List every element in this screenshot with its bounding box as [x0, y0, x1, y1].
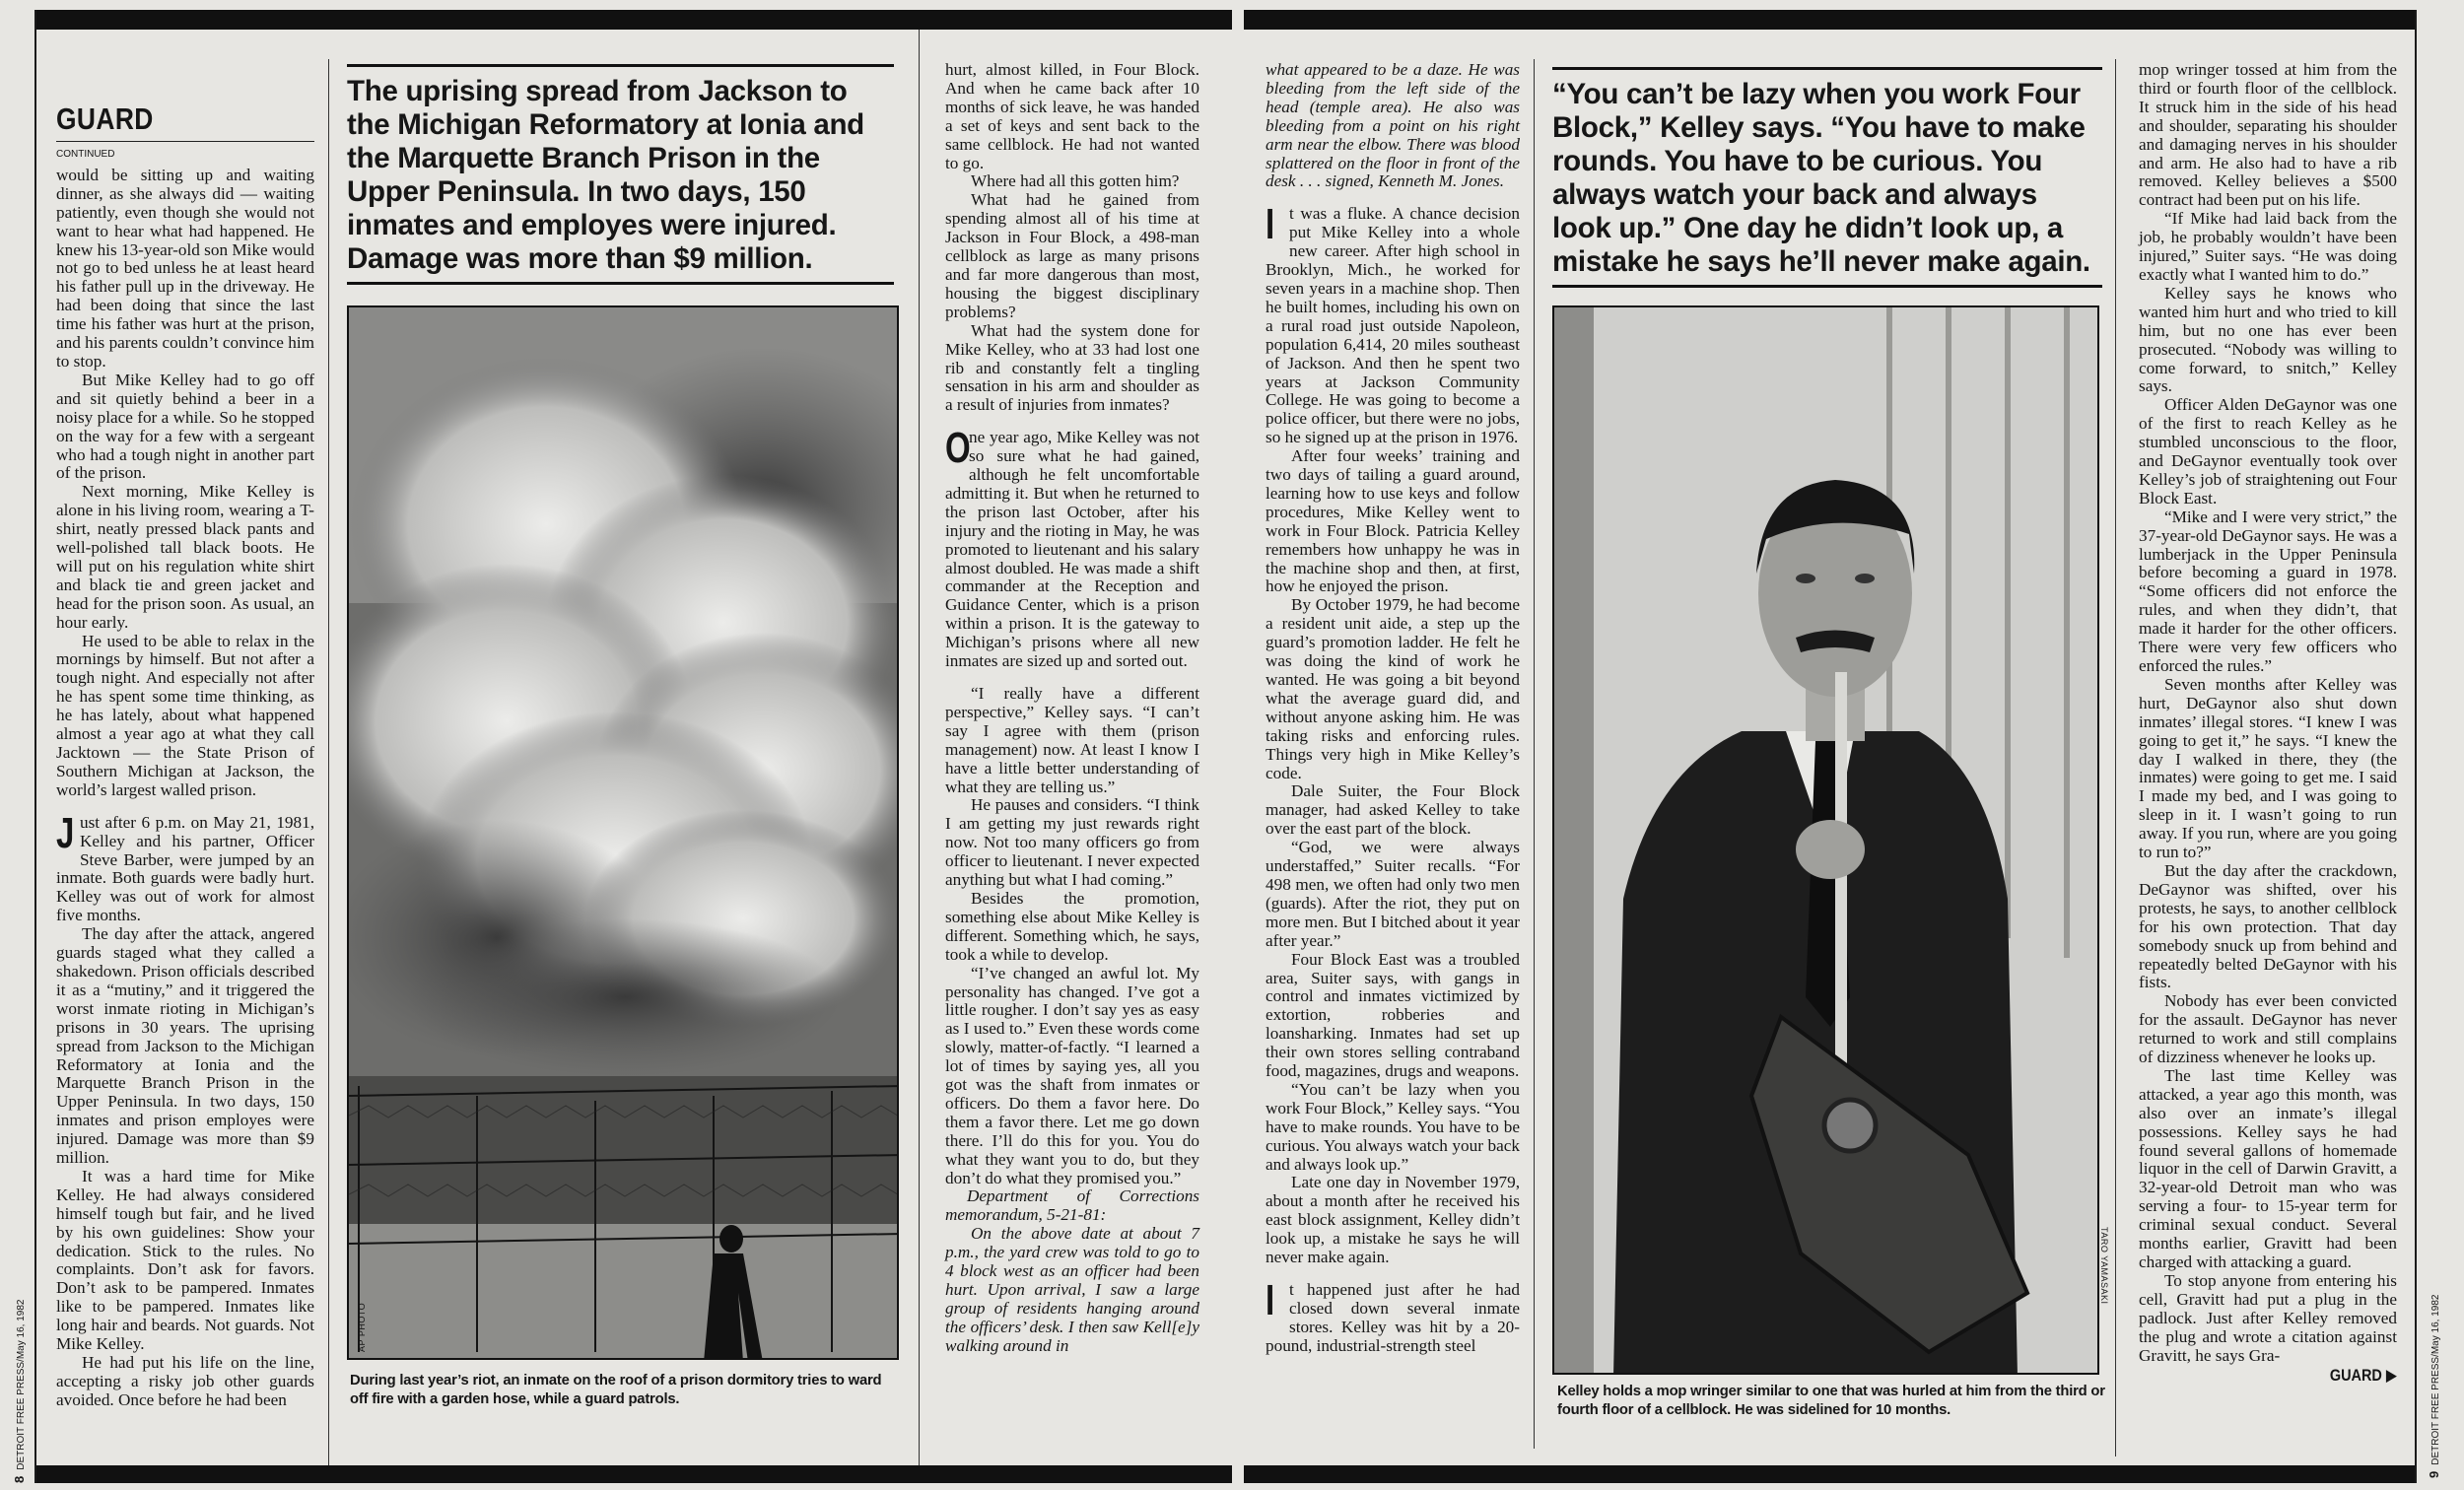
- paragraph-text: He used to be able to relax in the mornings by himself. But not after a tough night. And especially not after he has spent some time thinking, as he has lately, about what happened almost a year ago at what they call Jacktown — the State Prison of Southern Michigan at Jackson, the world’s largest walled prison.: [56, 631, 314, 799]
- article-paragraph: [1266, 1174, 1520, 1267]
- article-paragraph: [945, 1225, 1199, 1355]
- article-paragraph: [56, 372, 314, 483]
- article-paragraph: [1266, 447, 1520, 596]
- article-paragraph: [1266, 61, 1520, 191]
- article-paragraph: [1266, 782, 1520, 839]
- paragraph-text: Where had all this gotten him?: [971, 171, 1180, 191]
- paragraph-text: “You can’t be lazy when you work Four Block,” Kelley says. “You have to make rounds. You have to be curious. You always watch your back and always look up.”: [1266, 1079, 1520, 1174]
- bottom-black-bar: [36, 1465, 1232, 1483]
- article-paragraph: [56, 808, 314, 925]
- article-paragraph: [2139, 1067, 2397, 1272]
- drop-cap: I: [1266, 200, 1275, 249]
- column-rule: [1534, 59, 1535, 1449]
- page8-column-3: [945, 61, 1199, 1356]
- article-paragraph: [56, 925, 314, 1168]
- article-paragraph: [945, 965, 1199, 1188]
- article-paragraph: [945, 172, 1199, 191]
- article-paragraph: [56, 633, 314, 800]
- page-number: 9: [2427, 1470, 2441, 1478]
- paragraph-text: Next morning, Mike Kelley is alone in his living room, wearing a T-shirt, neatly pressed black pants and well-polished tall black boots. He will put on his regulation white shirt and black tie and green jacket and head for the prison soon. As usual, an hour early.: [56, 482, 314, 632]
- article-paragraph: [1266, 1081, 1520, 1175]
- page9-column-1: [1266, 61, 1520, 1356]
- article-paragraph: [1266, 1276, 1520, 1356]
- top-black-bar: [36, 10, 1232, 30]
- page9-column-3: [2139, 61, 2397, 1386]
- page-number: 8: [12, 1475, 27, 1483]
- paragraph-text: t happened just after he had closed down several inmate stores. Kelley was hit by a 20-pound, industrial-strength steel: [1266, 1280, 1520, 1355]
- column-rule: [328, 59, 329, 1473]
- photo-credit: TARO YAMASAKI: [2099, 1227, 2109, 1305]
- pull-quote: “You can’t be lazy when you work Four Block,” Kelley says. “You have to make rounds. You have to be curious. You always watch your back and always look up.” One day he didn’t look up, a mistake he says he’ll never make again.: [1552, 67, 2102, 288]
- page-9: [1244, 10, 2417, 1483]
- paragraph-text: “I’ve changed an awful lot. My personality has changed. I’ve got a little rougher. I don’t say yes as easy as I used to.” Even these words come slowly, matter-of-factly. “I learned a lot of times by saying yes, all you got was the shaft from inmates or officers. Do them a favor here. Do them a favor there. Let me go down there. I’ll do this for you. You do what they want you to do, but they don’t do what they promised you.”: [945, 963, 1199, 1187]
- pull-quote: The uprising spread from Jackson to the Michigan Reformatory at Ionia and the Marquette Branch Prison in the Upper Peninsula. In two days, 150 inmates and employes were injured. Damage was more than $9 million.: [347, 64, 894, 285]
- article-paragraph: [1266, 596, 1520, 782]
- column-rule: [919, 30, 920, 1470]
- article-paragraph: [2139, 676, 2397, 862]
- photo-caption: During last year’s riot, an inmate on the roof of a prison dormitory tries to ward off fire with a garden hose, while a guard patrols.: [350, 1373, 882, 1407]
- article-paragraph: [945, 890, 1199, 965]
- article-paragraph: [2139, 1272, 2397, 1366]
- article-paragraph: [945, 322, 1199, 416]
- column-rule: [2115, 59, 2116, 1456]
- paragraph-text: t was a fluke. A chance decision put Mike Kelley into a whole new career. After high school in Brooklyn, Mich., he worked for seven years in a machine shop. Then he built homes, including his own on a rural road just outside Napoleon, population 6,414, 20 miles southeast of Jackson. And then he spent two years at Jackson Community College. He was going to become a police officer, but there were no jobs, so he signed up at the prison in 1976.: [1266, 204, 1520, 447]
- paragraph-text: On the above date at about 7 p.m., the yard crew was told to go to 4 block west as an officer had been hurt. Upon arrival, I saw a large group of residents hanging around the officers’ desk. I then saw Kell[e]y walking around in: [945, 1224, 1199, 1355]
- article-paragraph: [2139, 862, 2397, 992]
- kelley-portrait-image: [1554, 307, 2099, 1375]
- paragraph-text: What had he gained from spending almost all of his time at Jackson in Four Block, a 498-man cellblock as large as many prisons and far more dangerous than most, housing the biggest disciplinary problems?: [945, 190, 1199, 321]
- page-8: [34, 10, 1232, 1483]
- article-paragraph: [56, 1168, 314, 1354]
- paragraph-text: But Mike Kelley had to go off and sit quietly behind a beer in a noisy place for a while. So he stopped on the way for a few with a sergeant who had a tough night in another part of the prison.: [56, 370, 314, 483]
- paragraph-text: what appeared to be a daze. He was bleeding from the left side of the head (temple area). He also was bleeding from a point on his right arm near the elbow. There was blood splattered on the floor in front of the desk . . . signed, Kenneth M. Jones.: [1266, 60, 1520, 191]
- riot-photo-image: [349, 307, 899, 1360]
- continued-label: CONTINUED: [56, 141, 314, 165]
- paragraph-text: Department of Corrections memorandum, 5-21-81:: [945, 1186, 1199, 1225]
- paragraph-text: After four weeks’ training and two days of tailing a guard around, learning how to use keys and follow procedures, Mike Kelley went to work in Four Block. Patricia Kelley remembers how unhappy he was in the machine shop and then, at first, how he enjoyed the prison.: [1266, 446, 1520, 596]
- article-paragraph: [1266, 839, 1520, 950]
- paragraph-text: Besides the promotion, something else about Mike Kelley is different. Something which, he says, took a while to develop.: [945, 888, 1199, 964]
- paragraph-text: To stop anyone from entering his cell, Gravitt had put a plug in the padlock. Just after Kelley removed the plug and wrote a citation against Gravitt, he says Gra-: [2139, 1270, 2397, 1365]
- top-black-bar: [1244, 10, 2415, 30]
- paragraph-text: But the day after the crackdown, DeGaynor was shifted, over his protests, he says, to another cellblock for his own protection. That day somebody snuck up from behind and repeatedly belted DeGaynor with his fists.: [2139, 860, 2397, 992]
- photo-credit: AP PHOTO: [357, 1302, 367, 1352]
- drop-cap: O: [945, 424, 971, 473]
- article-paragraph: [945, 796, 1199, 890]
- article-paragraph: [2139, 285, 2397, 396]
- page-folio-right: 9DETROIT FREE PRESS/May 16, 1982: [2427, 1294, 2441, 1478]
- paragraph-text: would be sitting up and waiting dinner, as she always did — waiting patiently, even though she would not want to hear what had happened. He knew his 13-year-old son Mike would not go to bed unless he at least heard his father pull up in the driveway. He had been doing that since the last time his father was hurt at the prison, and his parents couldn’t convince him to stop.: [56, 165, 314, 371]
- paragraph-text: mop wringer tossed at him from the third or fourth floor of the cellblock. It struck him in the side of his head and shoulder, separating his shoulder and damaging nerves in his shoulder and arm. He also had to have a rib removed. Kelley believes a $500 contract had been put on his life.: [2139, 60, 2397, 210]
- drop-cap: I: [1266, 1276, 1275, 1324]
- article-paragraph: [56, 167, 314, 372]
- drop-cap: J: [56, 808, 75, 857]
- bottom-black-bar: [1244, 1465, 2415, 1483]
- paragraph-text: “I really have a different perspective,” Kelley says. “I can’t say I agree with them (prison management) now. At least I know I have a little better understanding of what they are telling us.”: [945, 684, 1199, 796]
- paragraph-text: Dale Suiter, the Four Block manager, had asked Kelley to take over the east part of the block.: [1266, 781, 1520, 839]
- paragraph-text: It was a hard time for Mike Kelley. He had always considered himself tough but fair, and he lived by his own guidelines: Show your dedication. Stick to the rules. No complaints. Don’t ask for favors. Don’t ask to be pampered. Inmates like to be pampered. Inmates like long hair and beards. Not guards. Not Mike Kelley.: [56, 1166, 314, 1354]
- continued-jump[interactable]: [2177, 1367, 2397, 1386]
- article-paragraph: [945, 191, 1199, 321]
- article-paragraph: [945, 61, 1199, 172]
- paragraph-text: Nobody has ever been convicted for the assault. DeGaynor has never returned to work and still complains of dizziness whenever he looks up.: [2139, 991, 2397, 1067]
- paragraph-text: “Mike and I were very strict,” the 37-year-old DeGaynor says. He was a lumberjack in the Upper Peninsula before becoming a guard in 1978. “Some officers did not enforce the rules, and when they didn’t, that made it harder for the other officers. There were very few officers who enforced the rules.”: [2139, 507, 2397, 675]
- kelley-portrait-photo: [1552, 305, 2099, 1375]
- article-paragraph: [2139, 992, 2397, 1067]
- page8-column-1: [56, 103, 314, 1410]
- paragraph-text: “If Mike had laid back from the job, he probably wouldn’t have been injured,” Suiter says. “He was doing exactly what I wanted him to do.”: [2139, 209, 2397, 284]
- paragraph-text: hurt, almost killed, in Four Block. And when he came back after 10 months of sick leave, he was handed a set of keys and sent back to the same cellblock. He had not wanted to go.: [945, 60, 1199, 172]
- article-paragraph: [945, 685, 1199, 796]
- paragraph-text: Four Block East was a troubled area, Suiter says, with gangs in control and inmates victimized by extortion, robberies and loansharking. Inmates had set up their own stores selling contraband food, magazines, drugs and weapons.: [1266, 949, 1520, 1081]
- article-paragraph: [2139, 508, 2397, 676]
- jump-label: GUARD: [2329, 1366, 2382, 1386]
- article-paragraph: [2139, 61, 2397, 210]
- paragraph-text: What had the system done for Mike Kelley, who at 33 had lost one rib and constantly felt a tingling sensation in his arm and shoulder as a result of injuries from inmates?: [945, 320, 1199, 415]
- paragraph-text: Seven months after Kelley was hurt, DeGaynor also shut down inmates’ illegal stores. “I knew I was going to get it,” he says. “I knew the day I walked in there, they (the inmates) were going to get me. I said I made my bed, and I was going to sleep in it. I wasn’t going to run away. If you run, where are you going to run to?”: [2139, 674, 2397, 862]
- paragraph-text: “God, we were always understaffed,” Suiter recalls. “For 498 men, we often had only two men (guards). After the riot, they put on more men. But I bitched about it year after year.”: [1266, 838, 1520, 950]
- paragraph-text: Officer Alden DeGaynor was one of the first to reach Kelley as he stumbled unconscious to the floor, and DeGaynor eventually took over Kelley’s job of straightening out Four Block East.: [2139, 395, 2397, 508]
- paragraph-text: The day after the attack, angered guards staged what they called a shakedown. Prison officials described it as a “mutiny,” and it triggered the worst inmate rioting in Michigan’s prisons in 30 years. The uprising spread from Jackson to the Michigan Reformatory at Ionia and the Marquette Branch Prison in the Upper Peninsula. In two days, 150 inmates and prison employes were injured. Damage was more than $9 million.: [56, 924, 314, 1168]
- photo-caption: Kelley holds a mop wringer similar to one that was hurled at him from the third or fourth floor of a cellblock. He was sidelined for 10 months.: [1557, 1384, 2105, 1418]
- article-paragraph: [945, 424, 1199, 671]
- paragraph-text: Late one day in November 1979, about a month after he received his east block assignment, Kelley didn’t look up, a mistake he says he will never make again.: [1266, 1173, 1520, 1267]
- paragraph-text: He had put his life on the line, accepting a risky job other guards avoided. Once before he had been: [56, 1353, 314, 1409]
- article-paragraph: [2139, 210, 2397, 285]
- article-paragraph: [56, 1354, 314, 1410]
- right-triangle-arrow-icon: ▶: [2385, 1366, 2397, 1386]
- article-paragraph: [2139, 396, 2397, 508]
- riot-photo: [347, 305, 899, 1360]
- page-folio-left: 8DETROIT FREE PRESS/May 16, 1982: [12, 1299, 27, 1483]
- paragraph-text: He pauses and considers. “I think I am getting my just rewards right now. Not too many officers go from officer to lieutenant. I never expected anything but what I had coming.”: [945, 795, 1199, 890]
- article-paragraph: [945, 1187, 1199, 1225]
- paragraph-text: The last time Kelley was attacked, a year ago this month, was also over an inmate’s illegal possessions. Kelley says he had found several gallons of homemade liquor in the cell of Darwin Gravitt, a 32-year-old Detroit man who was serving a four- to 15-year term for criminal sexual conduct. Several months earlier, Gravitt had been charged with attacking a guard.: [2139, 1065, 2397, 1271]
- section-head: GUARD: [56, 102, 154, 136]
- paragraph-text: Kelley says he knows who wanted him hurt and who tried to kill him, but no one has ever been prosecuted. “Nobody was willing to come forward, to snitch,” Kelley says.: [2139, 283, 2397, 396]
- paragraph-text: By October 1979, he had become a resident unit aide, a step up the guard’s promotion ladder. He felt he was doing the kind of work he wanted. He was going a bit beyond what the average guard did, and without anyone asking him. He was taking risks and enforcing rules. Things very high in Mike Kelley’s code.: [1266, 595, 1520, 782]
- paragraph-text: ust after 6 p.m. on May 21, 1981, Kelley and his partner, Officer Steve Barber, were jumped by an inmate. Both guards were badly hurt. Kelley was out of work for almost five months.: [56, 812, 314, 925]
- article-paragraph: [1266, 200, 1520, 447]
- article-paragraph: [56, 483, 314, 632]
- article-paragraph: [1266, 951, 1520, 1081]
- paragraph-text: ne year ago, Mike Kelley was not so sure what he had gained, although he felt uncomfortable admitting it. But when he returned to the prison last October, after his injury and the rioting in May, he was promoted to lieutenant and his salary almost doubled. He was made a shift commander at the Reception and Guidance Center, which is a prison within a prison. It is the gateway to Michigan’s prisons where all new inmates are sized up and sorted out.: [945, 428, 1199, 671]
